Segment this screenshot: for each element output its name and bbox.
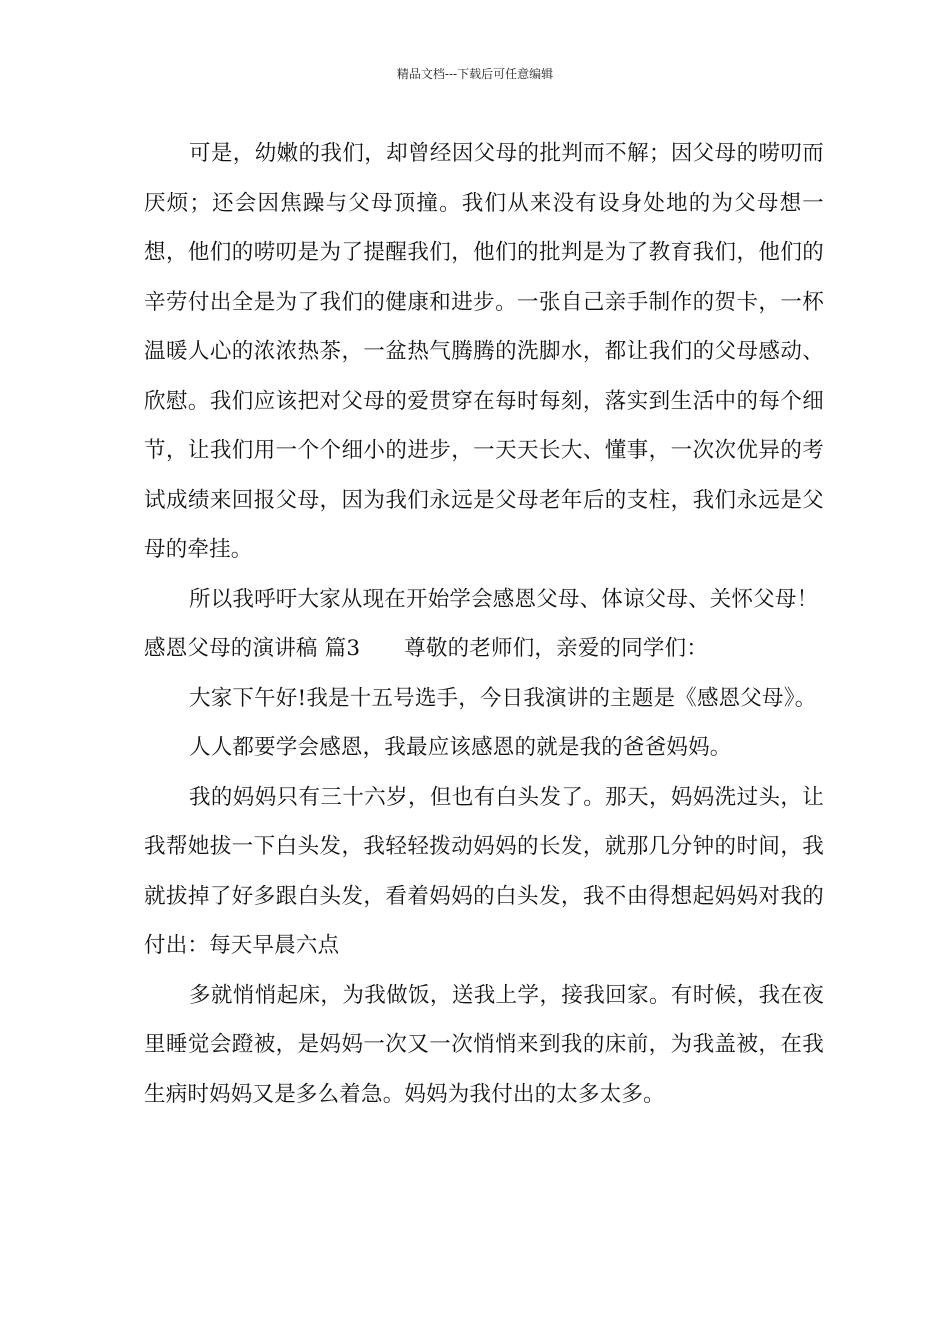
section-heading	[144, 624, 824, 674]
paragraph-6: 多就悄悄起床，为我做饭，送我上学，接我回家。有时候，我在夜里睡觉会蹬被，是妈妈一次又一次悄悄来到我的床前，为我盖被，在我生病时妈妈又是多么着急。妈妈为我付出的太多太多。	[144, 982, 824, 1107]
document-body	[144, 129, 824, 1119]
paragraph-3: 大家下午好!我是十五号选手，今日我演讲的主题是《感恩父母》。	[189, 685, 817, 711]
paragraph-5: 我的妈妈只有三十六岁，但也有白头发了。那天，妈妈洗过头，让我帮她拔一下白头发，我轻轻拨动妈妈的长发，就那几分钟的时间，我就拔掉了好多跟白头发，看着妈妈的白头发，我不由得想起妈妈对我的付出：每天早晨六点	[144, 784, 824, 958]
page-header: 精品文档---下载后可任意编辑	[396, 67, 554, 81]
paragraph-1: 可是，幼嫩的我们，却曾经因父母的批判而不解；因父母的唠叨而厌烦；还会因焦躁与父母顶撞。我们从来没有设身处地的为父母想一想，他们的唠叨是为了提醒我们，他们的批判是为了教育我们，他们的辛劳付出全是为了我们的健康和进步。一张自己亲手制作的贺卡，一杯温暖人心的浓浓热茶，一盆热气腾腾的洗脚水，都让我们的父母感动、欣慰。我们应该把对父母的爱贯穿在每时每刻，落实到生活中的每个细节，让我们用一个个细小的进步，一天天长大、懂事，一次次优异的考试成绩来回报父母，因为我们永远是父母老年后的支柱，我们永远是父母的牵挂。	[144, 141, 824, 562]
section-title: 感恩父母的演讲稿 篇3	[144, 636, 361, 661]
greeting-text: 尊敬的老师们，亲爱的同学们：	[404, 636, 709, 661]
paragraph-4: 人人都要学会感恩，我最应该感恩的就是我的爸爸妈妈。	[189, 735, 732, 760]
paragraph-2: 所以我呼吁大家从现在开始学会感恩父母、体谅父母、关怀父母！	[189, 586, 819, 612]
